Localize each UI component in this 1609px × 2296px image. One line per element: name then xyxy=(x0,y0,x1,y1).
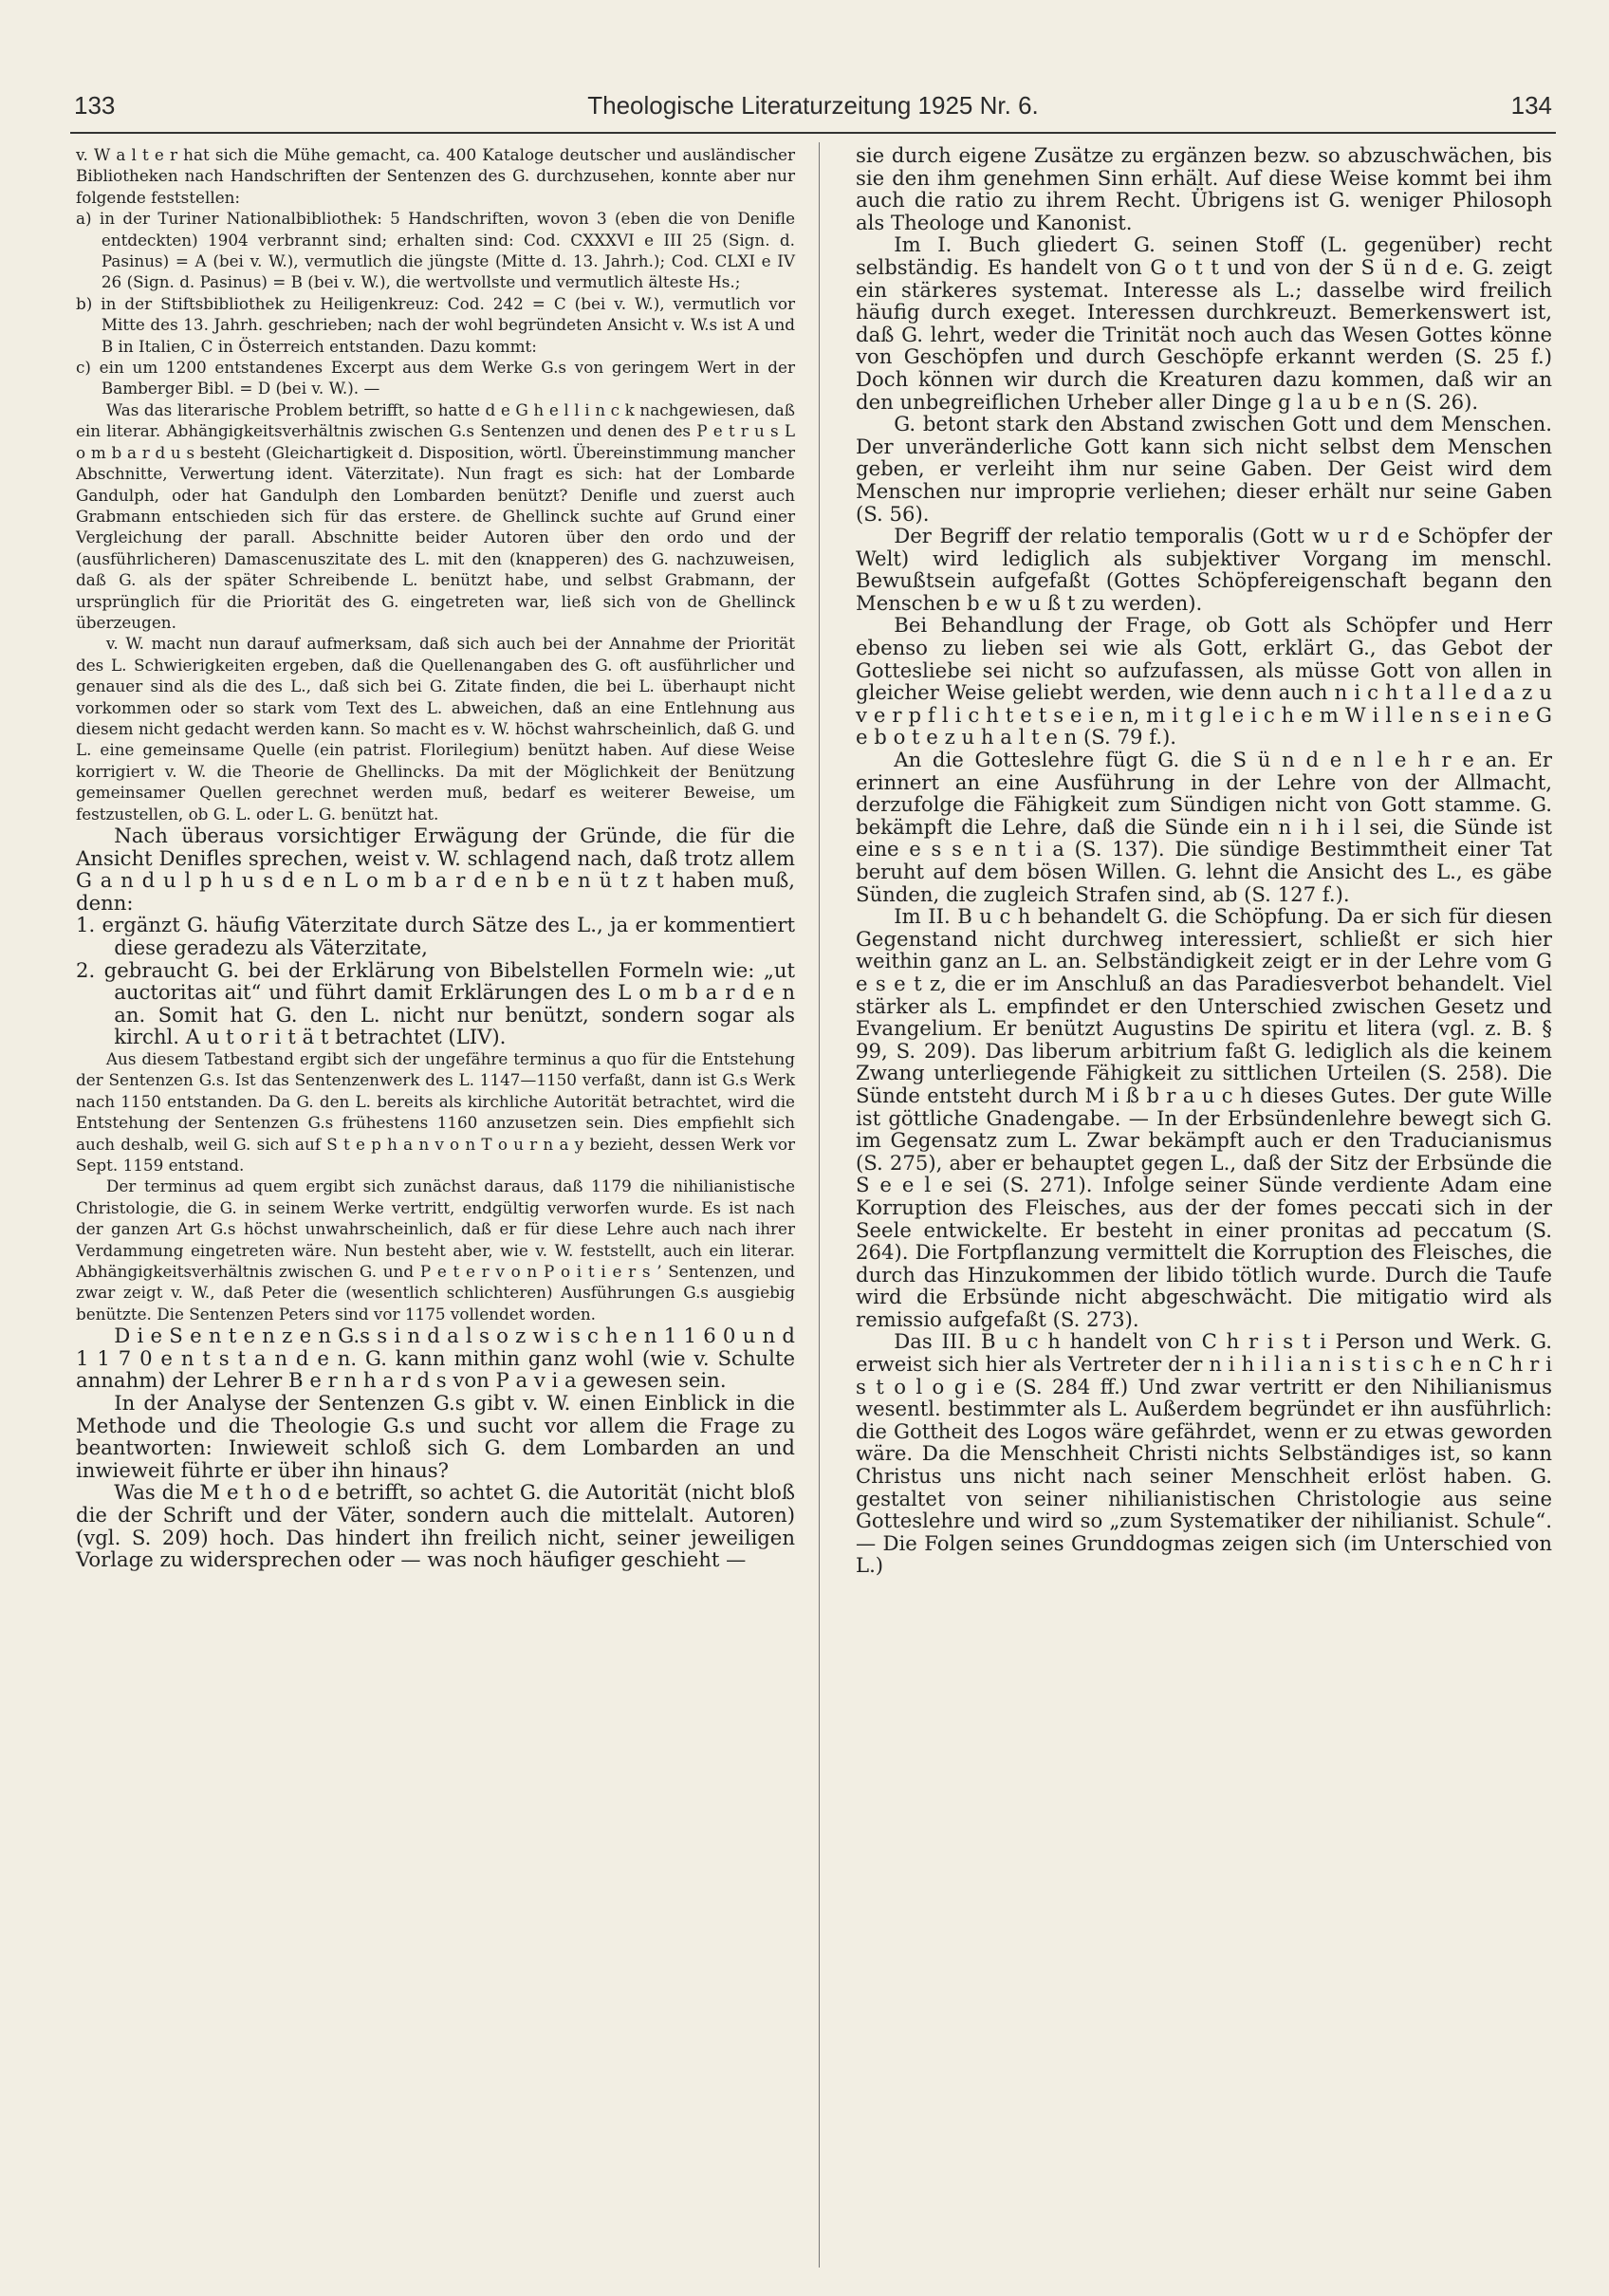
left-column xyxy=(76,144,795,1571)
right-column xyxy=(856,144,1552,1577)
paragraph: In der Analyse der Sentenzen G.s gibt v. W. einen Einblick in die Methode und die Theologie G.s und sucht vor allem die Frage zu beantworten: Inwieweit schloß sich G. dem Lombarden an und inwieweit führte er über ihn hinaus? xyxy=(76,1391,795,1482)
paragraph: Was die M e t h o d e betrifft, so achtet G. die Autorität (nicht bloß die der Schrift und der Väter, sondern auch die mittelalt. Autoren) (vgl. S. 209) hoch. Das hindert ihn freilich nicht, seiner jeweiligen Vorlage zu widersprechen oder — was noch häufiger geschieht — xyxy=(76,1480,795,1572)
paragraph: Der terminus ad quem ergibt sich zunächst daraus, daß 1179 die nihilianistische Christologie, die G. in seinem Werke vertritt, endgültig verworfen wurde. Es ist nach der ganzen Art G.s höchst unwahrscheinlich, daß er für diese Lehre auch nach ihrer Verdammung eingetreten wäre. Nun besteht aber, wie v. W. feststellt, auch ein literar. Abhängigkeitsverhältnis zwischen G. und P e t e r v o n P o i t i e r s ’ Sentenzen, und zwar zeigt v. W., daß Peter die (wesentlich schlichteren) Ausführungen G.s ausgiebig benützte. Die Sentenzen Peters sind vor 1175 vollendet worden. xyxy=(76,1176,795,1324)
paragraph: Bei Behandlung der Frage, ob Gott als Schöpfer und Herr ebenso zu lieben sei wie als Gott, erklärt G., das Gebot der Gottesliebe sei nicht so aufzufassen, als müsse Gott von allen in gleicher Weise geliebt werden, wie denn auch n i c h t a l l e d a z u v e r p f l i c h t e t s e i e n, m i t g l e i c h e m W i l l e n s e i n e G e b o t e z u h a l t e n (S. 79 f.). xyxy=(856,613,1552,750)
paragraph: Nach überaus vorsichtiger Erwägung der Gründe, die für die Ansicht Denifles sprechen, weist v. W. schlagend nach, daß trotz allem G a n d u l p h u s d e n L o m b a r d e n b e n ü t z t haben muß, denn: xyxy=(76,824,795,915)
column-divider xyxy=(819,142,820,2268)
paragraph: Was das literarische Problem betrifft, so hatte d e G h e l l i n c k nachgewiesen, daß ein literar. Abhängigkeitsverhältnis zwischen G.s Sentenzen und denen des P e t r u s L o m b a r d u s besteht (Gleichartigkeit d. Disposition, wörtl. Übereinstimmung mancher Abschnitte, Verwertung ident. Väterzitate). Nun fragt es sich: hat der Lombarde Gandulph, oder hat Gandulph den Lombarden benützt? Denifle und zuerst auch Grabmann entschieden sich für das erstere. de Ghellinck suchte auf Grund einer Vergleichung der parall. Abschnitte beider Autoren über den ordo und der (ausführlicheren) Damascenuszitate des L. mit den (knapperen) des G. nachzuweisen, daß G. als der später Schreibende L. benützt habe, und selbst Grabmann, der ursprünglich für die Priorität des G. eingetreten war, ließ sich von de Ghellinck überzeugen. xyxy=(76,399,795,632)
paragraph: v. W. macht nun darauf aufmerksam, daß sich auch bei der Annahme der Priorität des L. Schwierigkeiten ergeben, daß die Quellenangaben des G. oft ausführlicher und genauer sind als die des L., daß sich bei G. Zitate finden, die bei L. überhaupt nicht vorkommen oder so stark vom Text des L. abweichen, daß an eine Entlehnung aus diesem nicht gedacht werden kann. So macht es v. W. höchst wahrscheinlich, daß G. und L. eine gemeinsame Quelle (ein patrist. Florilegium) benützt haben. Auf diese Weise korrigiert v. W. die Theorie de Ghellincks. Da mit der Möglichkeit der Benützung gemeinsamer Quellen gerechnet werden muß, bedarf es weiterer Beweise, um festzustellen, ob G. L. oder L. G. benützt hat. xyxy=(76,634,795,824)
paragraph: Der Begriff der relatio temporalis (Gott w u r d e Schöpfer der Welt) wird lediglich als subjektiver Vorgang im menschl. Bewußtsein aufgefaßt (Gottes Schöpfereigenschaft begann den Menschen b e w u ß t zu werden). xyxy=(856,524,1552,615)
paragraph: An die Gotteslehre fügt G. die S ü n d e n l e h r e an. Er erinnert an eine Ausführung in der Lehre von der Allmacht, derzufolge die Fähigkeit zum Sündigen nicht von Gott stamme. G. bekämpft die Lehre, daß die Sünde ein n i h i l sei, die Sünde ist eine e s s e n t i a (S. 137). Die sündige Bestimmtheit einer Tat beruht auf dem bösen Willen. G. lehnt die Ansicht des L., es gäbe Sünden, die zugleich Strafen sind, ab (S. 127 f.). xyxy=(856,748,1552,906)
journal-title: Theologische Literaturzeitung 1925 Nr. 6. xyxy=(587,91,1039,120)
paragraph: D i e S e n t e n z e n G.s s i n d a l s o z w i s c h e n 1 1 6 0 u n d 1 1 7 0 e n t s t a n d e n. G. kann mithin ganz wohl (wie v. Schulte annahm) der Lehrer B e r n h a r d s von P a v i a gewesen sein. xyxy=(76,1324,795,1393)
numbered-item-2: 2. gebraucht G. bei der Erklärung von Bibelstellen Formeln wie: „ut auctoritas ait“ und führt damit Erklärungen des L o m b a r d e n an. Somit hat G. den L. nicht nur benützt, sondern sogar als kirchl. A u t o r i t ä t betrachtet (LIV). xyxy=(76,957,795,1049)
paragraph: v. W a l t e r hat sich die Mühe gemacht, ca. 400 Kataloge deutscher und ausländischer Bibliotheken nach Handschriften der Sentenzen des G. durchzusehen, konnte aber nur folgende feststellen: xyxy=(76,145,795,207)
list-item-c: c) ein um 1200 entstandenes Excerpt aus dem Werke G.s von geringem Wert in der Bamberger Bibl. = D (bei v. W.). — xyxy=(76,358,795,398)
page-number-right: 134 xyxy=(1510,91,1552,120)
numbered-item-1: 1. ergänzt G. häufig Väterzitate durch Sätze des L., ja er kommentiert diese geradezu als Väterzitate, xyxy=(76,913,795,959)
paragraph: Aus diesem Tatbestand ergibt sich der ungefähre terminus a quo für die Entstehung der Sentenzen G.s. Ist das Sentenzenwerk des L. 1147—1150 verfaßt, dann ist G.s Werk nach 1150 entstanden. Da G. den L. bereits als kirchliche Autorität betrachtet, wird die Entstehung der Sentenzen G.s frühestens 1160 anzusetzen sein. Dies empfiehlt sich auch deshalb, weil G. sich auf S t e p h a n v o n T o u r n a y bezieht, dessen Werk vor Sept. 1159 entstand. xyxy=(76,1048,795,1175)
paragraph: Im I. Buch gliedert G. seinen Stoff (L. gegenüber) recht selbständig. Es handelt von G o t t und von der S ü n d e. G. zeigt ein stärkeres systemat. Interesse als L.; dasselbe wird freilich häufig durch exeget. Interessen durchkreuzt. Bemerkenswert ist, daß G. lehrt, weder die Trinität noch auch das Wesen Gottes könne von Geschöpfen und durch Geschöpfe erkannt werden (S. 25 f.) Doch können wir durch die Kreaturen dazu kommen, daß wir an den unbegreiflichen Urheber aller Dinge g l a u b e n (S. 26). xyxy=(856,232,1552,414)
page-number-left: 133 xyxy=(74,91,116,120)
paragraph: Im II. B u c h behandelt G. die Schöpfung. Da er sich für diesen Gegenstand nicht durchweg interessiert, schließt er sich hier weithin ganz an L. an. Selbständigkeit zeigt er in der Lehre vom G e s e t z, die er im Anschluß an das Paradiesverbot behandelt. Viel stärker als L. empfindet er den Unterschied zwischen Gesetz und Evangelium. Er benützt Augustins De spiritu et litera (vgl. z. B. § 99, S. 209). Das liberum arbitrium faßt G. lediglich als die keinem Zwang unterliegende Fähigkeit zu sittlichen Urteilen (S. 258). Die Sünde entsteht durch M i ß b r a u c h dieses Gutes. Der gute Wille ist göttliche Gnadengabe. — In der Erbsündenlehre bewegt sich G. im Gegensatz zum L. Zwar bekämpft auch er den Traducianismus (S. 275), aber er behauptet gegen L., daß der Sitz der Erbsünde die S e e l e sei (S. 271). Infolge seiner Sünde verdiente Adam eine Korruption des Fleisches, aus der der fomes peccati sich in der Seele entwickelte. Er besteht in einer pronitas ad peccatum (S. 264). Die Fortpflanzung vermittelt die Korruption des Fleisches, die durch das Hinzukommen der libido tötlich wurde. Durch die Taufe wird die Erbsünde nicht abgeschwächt. Die mitigatio wird als remissio aufgefaßt (S. 273). xyxy=(856,904,1552,1331)
paragraph: sie durch eigene Zusätze zu ergänzen bezw. so abzuschwächen, bis sie den ihm genehmen Sinn erhält. Auf diese Weise kommt bei ihm auch die ratio zu ihrem Recht. Übrigens ist G. weniger Philosoph als Theologe und Kanonist. xyxy=(856,143,1552,234)
header-rule xyxy=(70,132,1556,134)
list-item-b: b) in der Stiftsbibliothek zu Heiligenkreuz: Cod. 242 = C (bei v. W.), vermutlich vor Mitte des 13. Jahrh. geschrieben; nach der wohl begründeten Ansicht v. W.s ist A und B in Italien, C in Österreich entstanden. Dazu kommt: xyxy=(76,293,795,356)
paragraph: Das III. B u c h handelt von C h r i s t i Person und Werk. G. erweist sich hier als Vertreter der n i h i l i a n i s t i s c h e n C h r i s t o l o g i e (S. 284 ff.) Und zwar vertritt er den Nihilianismus wesentl. bestimmter als L. Außerdem begründet er ihn ausführlich: die Gottheit des Logos wäre gefährdet, wenn er zu etwas geworden wäre. Da die Menschheit Christi nichts Selbständiges ist, so kann Christus uns nicht nach seiner Menschheit erlöst haben. G. gestaltet von seiner nihilianistischen Christologie aus seine Gotteslehre und wird so „zum Systematiker der nihilianist. Schule“. — Die Folgen seines Grunddogmas zeigen sich (im Unterschied von L.) xyxy=(856,1329,1552,1578)
running-header xyxy=(70,87,1556,133)
paragraph: G. betont stark den Abstand zwischen Gott und dem Menschen. Der unveränderliche Gott kann sich nicht selbst dem Menschen geben, er verleiht ihm nur seine Gaben. Der Geist wird dem Menschen nur improprie verliehen; dieser erhält nur seine Gaben (S. 56). xyxy=(856,412,1552,526)
list-item-a: a) in der Turiner Nationalbibliothek: 5 Handschriften, wovon 3 (eben die von Denifle entdeckten) 1904 verbrannt sind; erhalten sind: Cod. CXXXVI e III 25 (Sign. d. Pasinus) = A (bei v. W.), vermutlich die jüngste (Mitte d. 13. Jahrh.); Cod. CLXI e IV 26 (Sign. d. Pasinus) = B (bei v. W.), die wertvollste und vermutlich älteste Hs.; xyxy=(76,209,795,292)
